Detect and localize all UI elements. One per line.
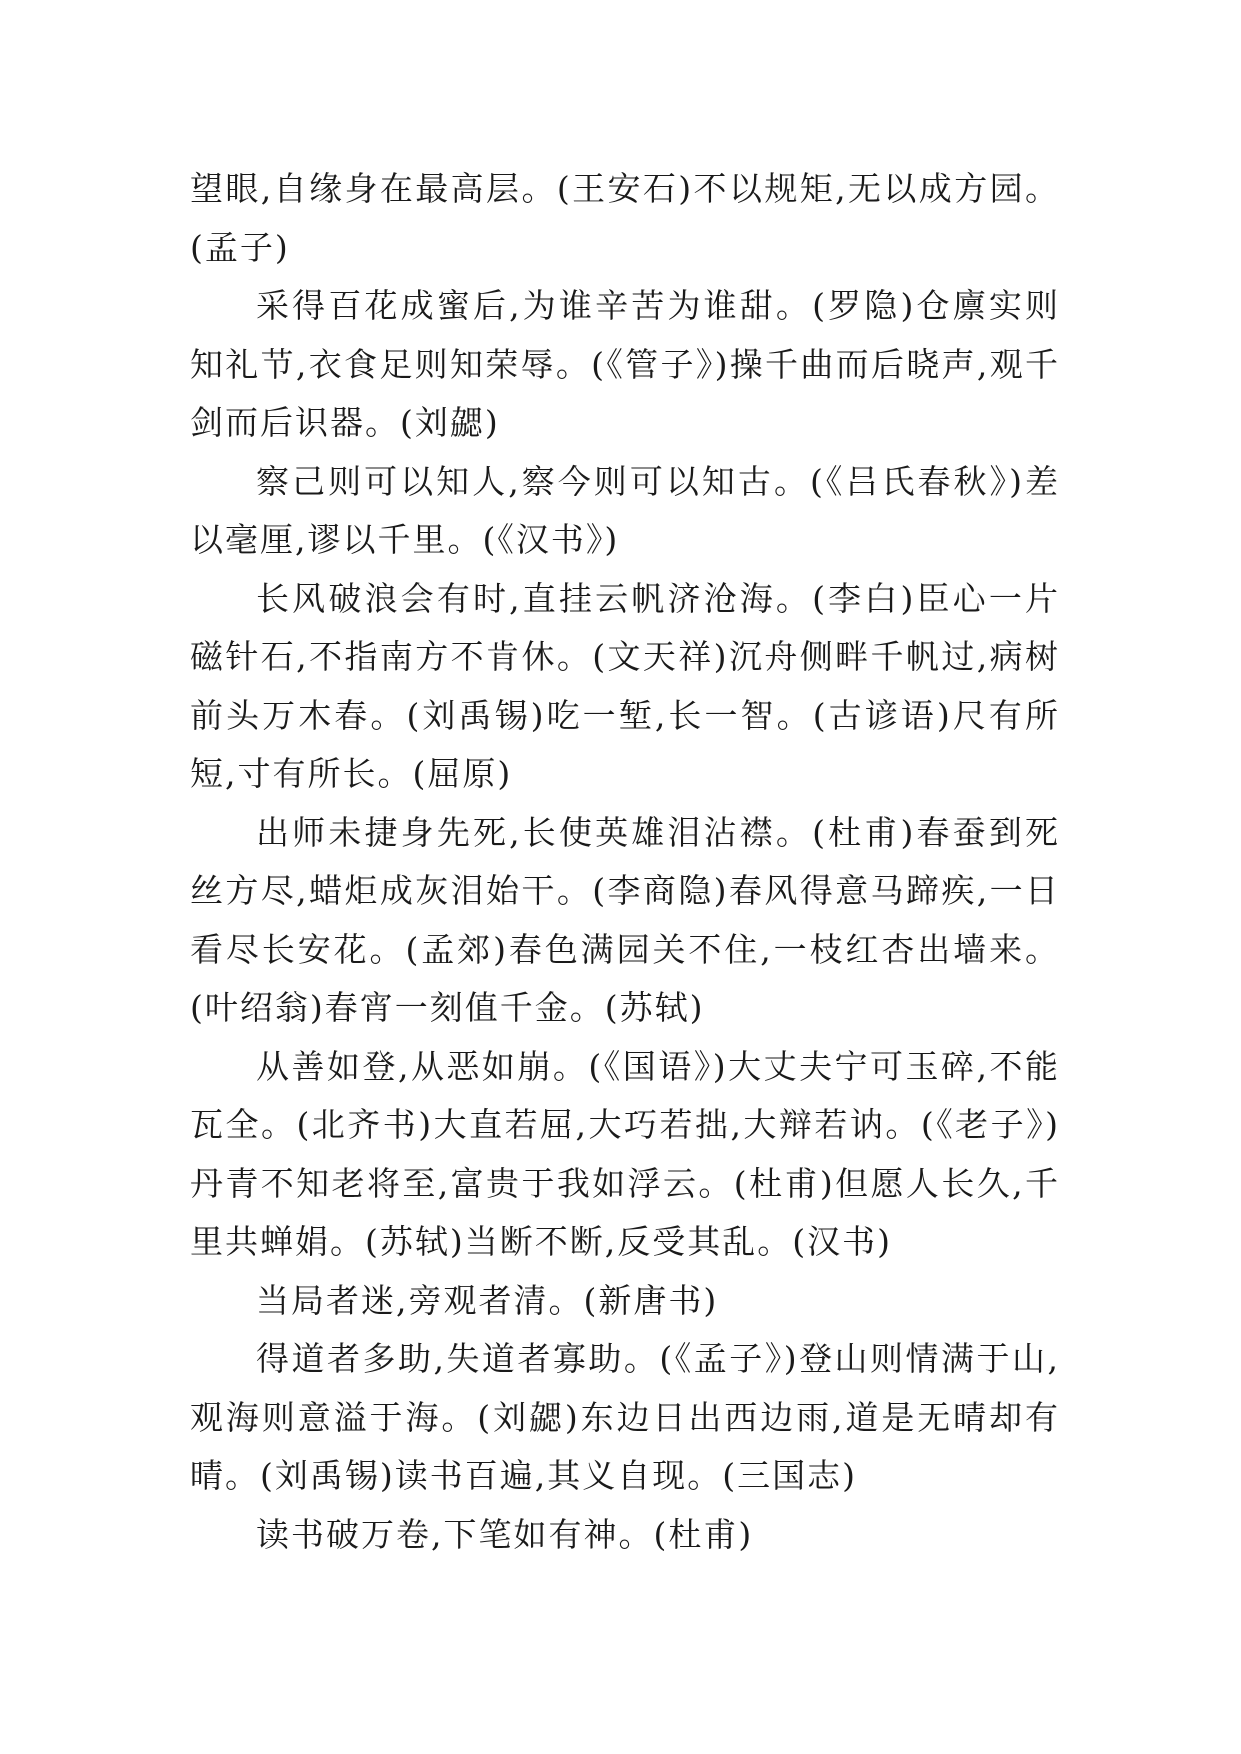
- paragraph-continuation: 望眼,自缘身在最高层。(王安石)不以规矩,无以成方园。(孟子): [190, 169, 1060, 267]
- paragraph: 采得百花成蜜后,为谁辛苦为谁甜。(罗隐)仓廪实则知礼节,衣食足则知荣辱。(《管子》)操千曲而后晓声,观千剑而后识器。(刘勰): [190, 286, 1060, 442]
- paragraph: 读书破万卷,下笔如有神。(杜甫): [256, 1514, 754, 1554]
- paragraph: 长风破浪会有时,直挂云帆济沧海。(李白)臣心一片磁针石,不指南方不肯休。(文天祥)沉舟侧畔千帆过,病树前头万木春。(刘禹锡)吃一堑,长一智。(古谚语)尺有所短,寸有所长。(屈原): [190, 578, 1060, 793]
- paragraph: 出师未捷身先死,长使英雄泪沾襟。(杜甫)春蚕到死丝方尽,蜡炬成灰泪始干。(李商隐)春风得意马蹄疾,一日看尽长安花。(孟郊)春色满园关不住,一枝红杏出墙来。(叶绍翁)春宵一刻值千金。(苏轼): [190, 812, 1060, 1027]
- document-body: [190, 160, 1060, 1564]
- paragraph: 当局者迷,旁观者清。(新唐书): [256, 1280, 719, 1320]
- paragraph: 得道者多助,失道者寡助。(《孟子》)登山则情满于山,观海则意溢于海。(刘勰)东边日出西边雨,道是无晴却有晴。(刘禹锡)读书百遍,其义自现。(三国志): [190, 1339, 1060, 1495]
- paragraph: 察己则可以知人,察今则可以知古。(《吕氏春秋》)差以毫厘,谬以千里。(《汉书》): [190, 461, 1060, 559]
- paragraph: 从善如登,从恶如崩。(《国语》)大丈夫宁可玉碎,不能瓦全。(北齐书)大直若屈,大巧若拙,大辩若讷。(《老子》)丹青不知老将至,富贵于我如浮云。(杜甫)但愿人长久,千里共蝉娟。(苏轼)当断不断,反受其乱。(汉书): [190, 1046, 1060, 1261]
